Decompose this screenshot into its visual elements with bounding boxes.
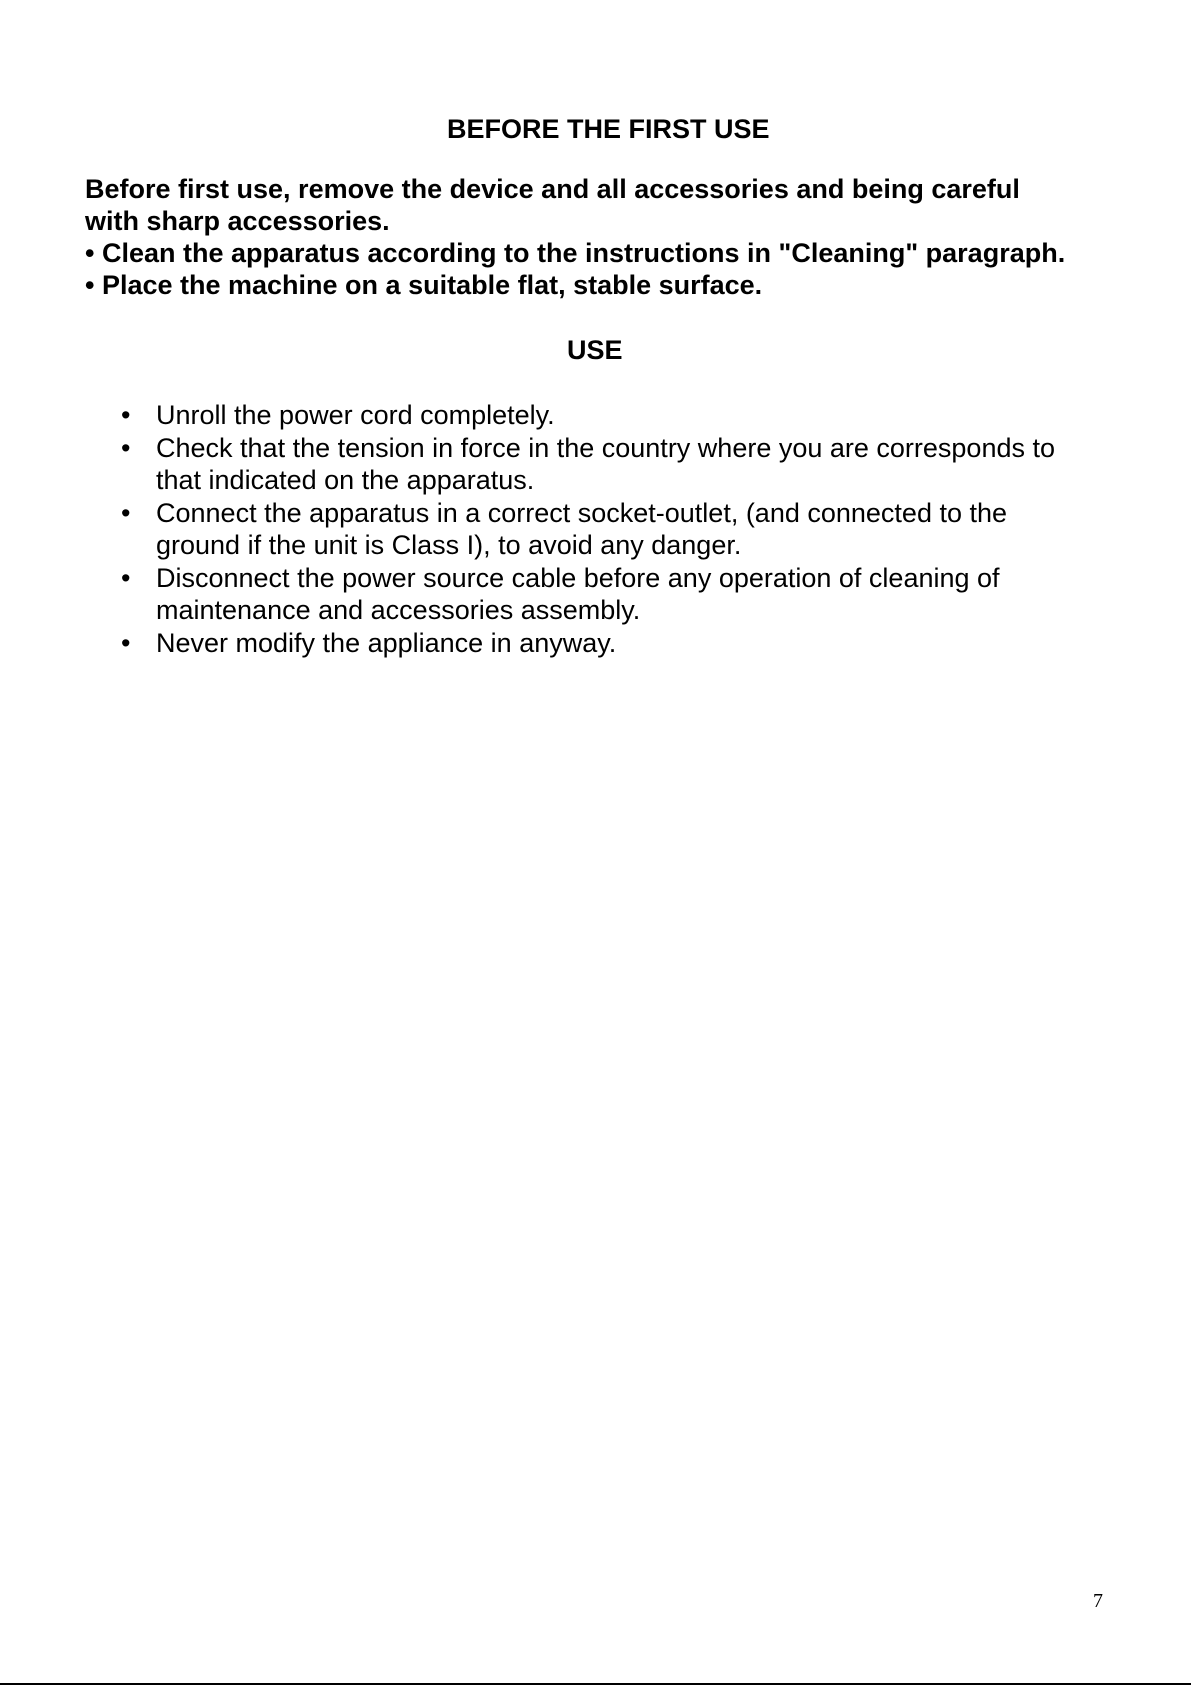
- list-item-text: ground if the unit is Class I), to avoid any danger.: [156, 530, 742, 560]
- intro-text-line-1: Before first use, remove the device and all accessories and being careful: [85, 174, 1020, 204]
- before-first-use-heading: BEFORE THE FIRST USE: [447, 114, 770, 144]
- place-machine-step: • Place the machine on a suitable flat, stable surface.: [85, 270, 763, 300]
- list-item: [118, 399, 1118, 432]
- bullet-icon: •: [121, 562, 131, 593]
- intro-text-line-2: with sharp accessories.: [85, 206, 390, 236]
- list-item-text: Never modify the appliance in anyway.: [156, 627, 617, 658]
- list-item: [118, 497, 1118, 562]
- list-item-text: Connect the apparatus in a correct socket-outlet, (and connected to the: [156, 497, 1008, 528]
- list-item-text: that indicated on the apparatus.: [156, 465, 535, 495]
- list-item-text: Disconnect the power source cable before any operation of cleaning of: [156, 562, 1000, 593]
- list-item: [118, 432, 1118, 497]
- list-item-text: Check that the tension in force in the country where you are corresponds to: [156, 432, 1056, 463]
- bullet-icon: •: [121, 400, 131, 430]
- bullet-icon: •: [121, 497, 131, 528]
- list-item: [118, 627, 1118, 660]
- before-first-use-section: [85, 173, 1175, 301]
- list-item-text: maintenance and accessories assembly.: [156, 595, 641, 625]
- use-instructions-list: [118, 399, 1118, 659]
- bullet-icon: •: [121, 432, 131, 463]
- use-heading: USE: [567, 335, 623, 365]
- list-item-text: Unroll the power cord completely.: [156, 400, 555, 430]
- clean-apparatus-step: • Clean the apparatus according to the instructions in "Cleaning" paragraph.: [85, 238, 1066, 268]
- list-item: [118, 562, 1118, 627]
- bullet-icon: •: [121, 627, 131, 658]
- page-number: 7: [1093, 1590, 1103, 1612]
